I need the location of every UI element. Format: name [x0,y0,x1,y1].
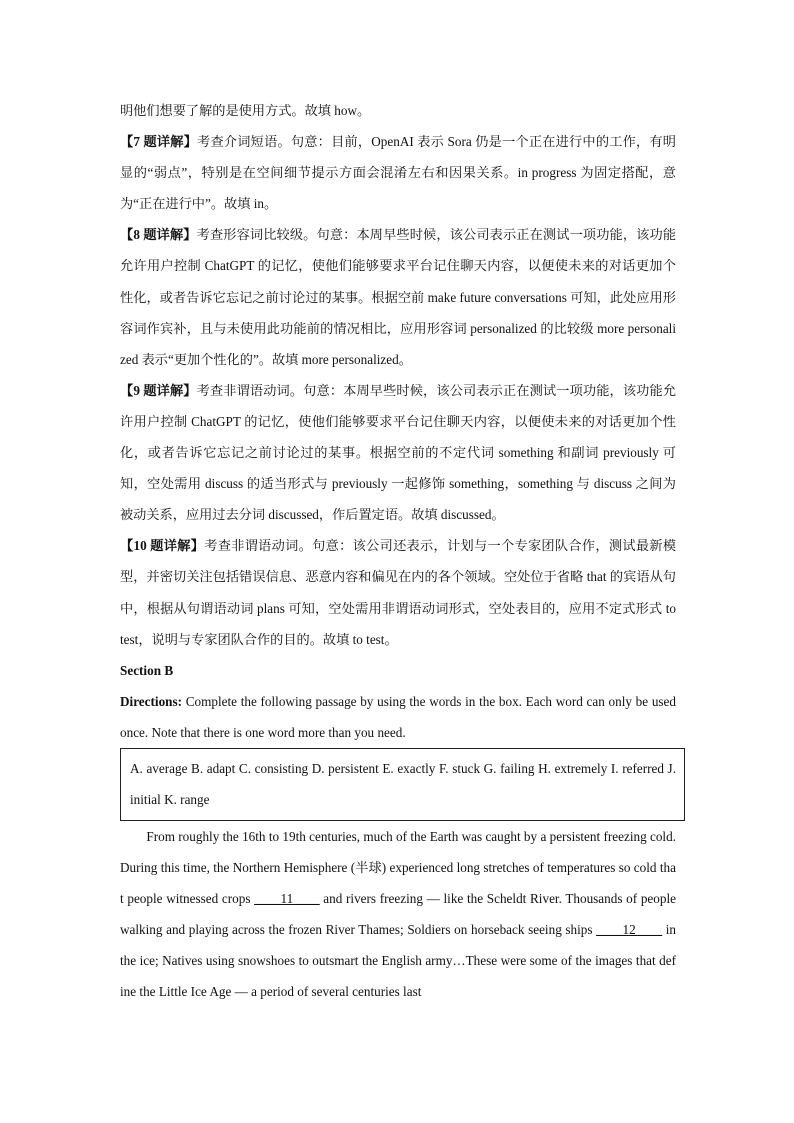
explanation-text: 明他们想要了解的是使用方式。故填 how。 [120,103,371,118]
passage-segment: in the ice; Natives using snowshoes to outsmart the English army…These were some of the images that define the Little Ice Age — a period of several centuries last [120,922,676,1000]
blank-12: ____12____ [596,922,663,938]
directions-label: Directions: [120,693,183,709]
section-title: Section B [120,662,174,678]
directions [120,686,676,748]
explanation-text: 考查非谓语动词。句意：本周早些时候，该公司表示正在测试一项功能，该功能允许用户控制 ChatGPT 的记忆，使他们能够要求平台记住聊天内容，以便使未来的对话更加个性化，或者告诉它忘记之前讨论过的某事。根据空前的不定代词 something 和副词 previously 可知，空处需用 discuss 的适当形式与 previously 一起修饰 something，something 与 discuss 之间为被动关系，应用过去分词 discussed，作后置定语。故填 discussed。 [120,382,677,523]
explanation-tag: 【8 题详解】 [120,227,197,243]
word-box-text: A. average B. adapt C. consisting D. persistent E. exactly F. stuck G. failing H. extremely I. referred J. initial K. range [130,760,676,807]
explanation-item-9 [120,375,676,530]
explanation-item-7 [120,126,676,219]
explanation-line-6-tail [120,95,676,126]
explanation-item-8 [120,219,676,374]
explanation-text: 考查介词短语。句意：目前，OpenAI 表示 Sora 仍是一个正在进行中的工作，有明显的“弱点”，特别是在空间细节提示方面会混淆左右和因果关系。in progress 为固定搭配，意为“正在进行中”。故填 in。 [120,134,676,212]
directions-text: Complete the following passage by using the words in the box. Each word can only be used once. Note that there is one word more than you need. [120,693,676,740]
word-box [120,748,685,821]
explanation-tag: 【7 题详解】 [120,134,198,150]
explanation-text: 考查非谓语动词。句意：该公司还表示，计划与一个专家团队合作，测试最新模型，并密切关注包括错误信息、恶意内容和偏见在内的各个领域。空处位于省略 that 的宾语从句中，根据从句谓语动词 plans 可知，空处需用非谓语动词形式，空处表目的，应用不定式形式 to test，说明与专家团队合作的目的。故填 to test。 [120,538,677,647]
passage-segment: From roughly the 16th to 19th centuries, much of the Earth was caught by a persistent freezing cold. During this time, the Northern Hemisphere (半球) experienced long stretches of temperatures so cold that people witnessed crops [120,828,676,907]
blank-11: ____11____ [254,891,320,907]
explanation-tag: 【10 题详解】 [120,538,205,554]
passage-segment: and rivers freezing — like the Scheldt River. Thousands of people walking and playing across the frozen River Thames; Soldiers on horseback seeing ships [120,891,676,938]
explanation-tag: 【9 题详解】 [120,382,197,398]
explanation-item-10 [120,530,676,654]
document-page [120,95,676,1007]
passage-paragraph [120,821,676,1008]
explanation-text: 考查形容词比较级。句意：本周早些时候，该公司表示正在测试一项功能，该功能允许用户控制 ChatGPT 的记忆，使他们能够要求平台记住聊天内容，以便使未来的对话更加个性化，或者告诉它忘记之前讨论过的某事。根据空前 make future conversations 可知，此处应用形容词作宾补，且与未使用此功能前的情况相比，应用形容词 personalized 的比较级 more personalized 表示“更加个性化的”。故填 more personalized。 [120,227,677,367]
